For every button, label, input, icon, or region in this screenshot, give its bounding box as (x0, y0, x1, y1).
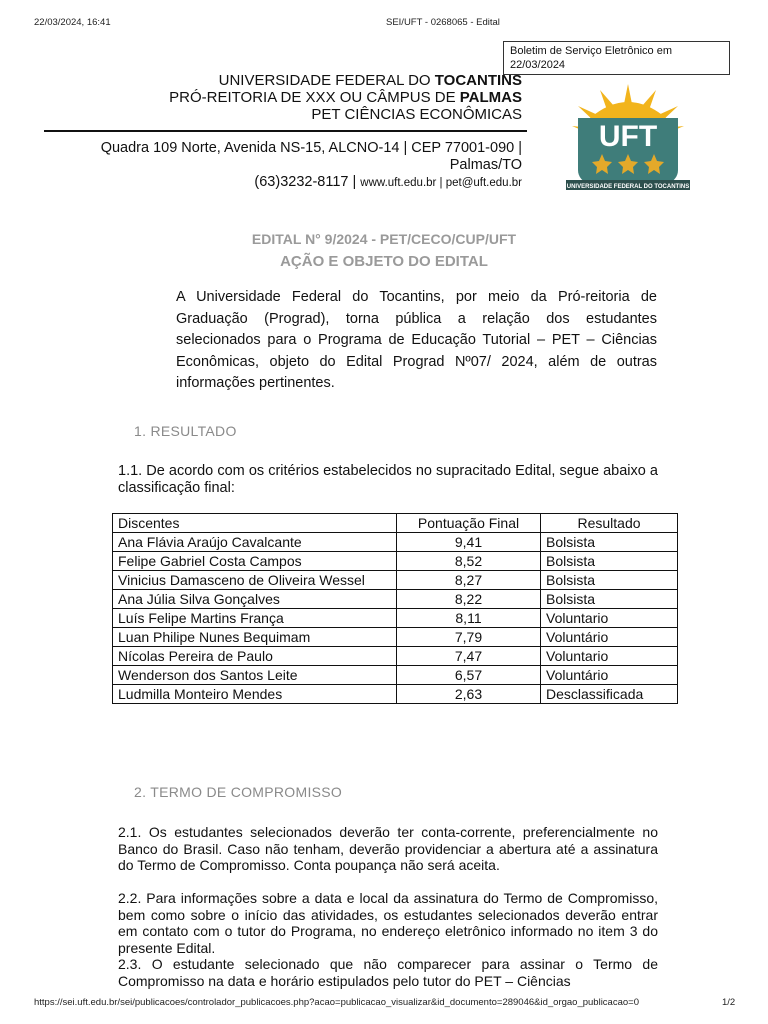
table-row (113, 628, 678, 647)
cell-name: Nícolas Pereira de Paulo (113, 647, 397, 666)
footer-page-number: 1/2 (722, 997, 736, 1008)
cell-name: Ana Júlia Silva Gonçalves (113, 590, 397, 609)
cell-score: 7,79 (397, 628, 541, 647)
header-resultado: Resultado (541, 514, 678, 533)
cell-result: Voluntario (541, 647, 678, 666)
cell-score: 8,11 (397, 609, 541, 628)
edital-subtitle: AÇÃO E OBJETO DO EDITAL (280, 253, 488, 270)
section2-p3: 2.3. O estudante selecionado que não comparecer para assinar o Termo de Compromisso na data e horário estipulados pelo tutor do PET – Ciências (118, 956, 658, 989)
institution-line1 (219, 72, 522, 90)
cell-name: Luan Philipe Nunes Bequimam (113, 628, 397, 647)
header-divider (44, 130, 527, 132)
table-row (113, 533, 678, 552)
cell-score: 8,52 (397, 552, 541, 571)
boletim-line1: Boletim de Serviço Eletrônico em (510, 45, 673, 57)
logo-text: UFT (598, 120, 658, 153)
print-doc-title: SEI/UFT - 0268065 - Edital (386, 17, 500, 28)
sun-dome (590, 102, 666, 118)
print-datetime: 22/03/2024, 16:41 (34, 17, 111, 28)
address-line1: Quadra 109 Norte, Avenida NS-15, ALCNO-14 | CEP 77001-090 | (100, 140, 522, 156)
address-web: www.uft.edu.br | pet@uft.edu.br (360, 177, 522, 189)
logo-caption: UNIVERSIDADE FEDERAL DO TOCANTINS (566, 184, 690, 190)
cell-name: Felipe Gabriel Costa Campos (113, 552, 397, 571)
table-row (113, 666, 678, 685)
table-row (113, 571, 678, 590)
cell-score: 7,47 (397, 647, 541, 666)
footer-url[interactable]: https://sei.uft.edu.br/sei/publicacoes/controlador_publicacoes.php?acao=publicacao_visualizar&id_documento=289046&id_orgao_publicacao=0 (34, 997, 639, 1008)
cell-score: 9,41 (397, 533, 541, 552)
table-row (113, 609, 678, 628)
institution-line2 (169, 89, 522, 107)
cell-result: Voluntario (541, 609, 678, 628)
institution-line2-bold: PALMAS (459, 89, 522, 106)
boletim-line2: 22/03/2024 (510, 59, 566, 71)
institution-line1-bold: TOCANTINS (434, 72, 522, 89)
intro-paragraph: A Universidade Federal do Tocantins, por meio da Pró-reitoria de Graduação (Prograd), torna pública a relação dos estudantes selecionados para o Programa de Educação Tutorial – PET – Ciências Econômicas, objeto do Edital Prograd Nº07/ 2024, além de outras informações pertinentes. (176, 289, 657, 391)
cell-name: Vinicius Damasceno de Oliveira Wessel (113, 571, 397, 590)
institution-line3: PET CIÊNCIAS ECONÔMICAS (311, 106, 522, 123)
cell-score: 8,27 (397, 571, 541, 590)
institution-line2-text: PRÓ-REITORIA DE XXX OU CÂMPUS DE (169, 89, 460, 106)
address-phone: (63)3232-8117 | (254, 174, 357, 190)
edital-number: EDITAL N° 9/2024 - PET/CECO/CUP/UFT (251, 231, 517, 247)
section2-p1: 2.1. Os estudantes selecionados deverão ter conta-corrente, preferencialmente no Banco do Brasil. Caso não tenham, deverão providenciar a abertura até a assinatura do Termo de Compromisso. Conta poupança não será aceita. (118, 824, 658, 873)
cell-score: 6,57 (397, 666, 541, 685)
cell-result: Voluntário (541, 628, 678, 647)
cell-score: 2,63 (397, 685, 541, 704)
cell-name: Ana Flávia Araújo Cavalcante (113, 533, 397, 552)
section1-title: 1. RESULTADO (134, 423, 237, 439)
address-contact (254, 173, 522, 193)
cell-score: 8,22 (397, 590, 541, 609)
boletim-box (503, 41, 730, 75)
institution-line1-text: UNIVERSIDADE FEDERAL DO (218, 72, 435, 89)
table-row (113, 590, 678, 609)
cell-result: Bolsista (541, 590, 678, 609)
table-header-row (113, 514, 678, 533)
section2-title: 2. TERMO DE COMPROMISSO (134, 784, 343, 800)
cell-result: Desclassificada (541, 685, 678, 704)
cell-result: Bolsista (541, 533, 678, 552)
table-row (113, 685, 678, 704)
section2-p2: 2.2. Para informações sobre a data e local da assinatura do Termo de Compromisso, bem como sobre o início das atividades, os estudantes selecionados deverão entrar em contato com o tutor do Programa, no endereço eletrônico informado no item 3 do presente Edital. (118, 890, 658, 956)
uft-logo-icon (560, 78, 696, 204)
cell-name: Luís Felipe Martins França (113, 609, 397, 628)
cell-result: Voluntário (541, 666, 678, 685)
header-pontuacao: Pontuação Final (397, 514, 541, 533)
cell-name: Wenderson dos Santos Leite (113, 666, 397, 685)
section1-text: 1.1. De acordo com os critérios estabelecidos no supracitado Edital, segue abaixo a classificação final: (118, 463, 658, 496)
results-table (112, 513, 678, 704)
table-row (113, 552, 678, 571)
table-row (113, 647, 678, 666)
address-line2: Palmas/TO (449, 157, 522, 173)
cell-result: Bolsista (541, 552, 678, 571)
uft-logo (560, 78, 696, 204)
cell-name: Ludmilla Monteiro Mendes (113, 685, 397, 704)
cell-result: Bolsista (541, 571, 678, 590)
header-discentes: Discentes (113, 514, 397, 533)
